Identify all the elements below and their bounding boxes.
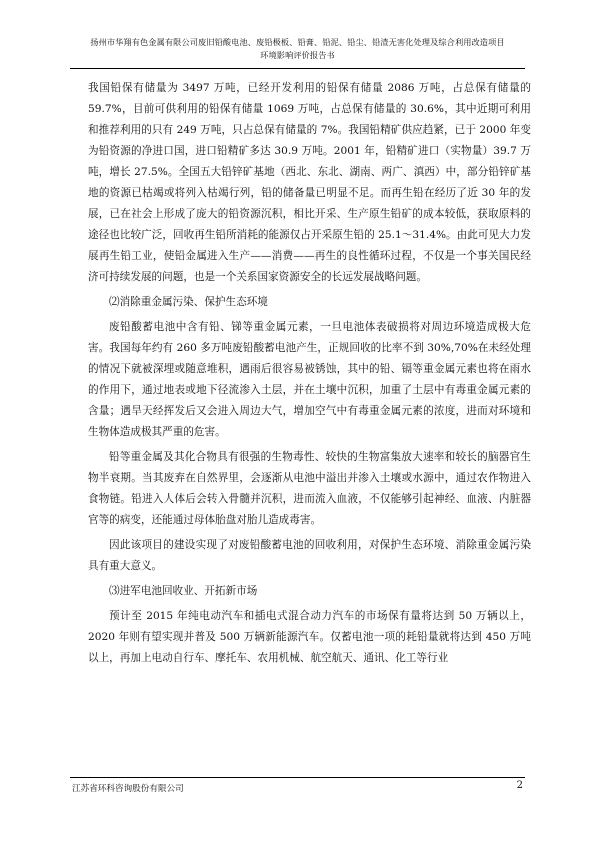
page-header xyxy=(72,36,523,62)
paragraph-lead-reserves: 我国铅保有储量为 3497 万吨，已经开发利用的铅保有储量 2086 万吨，占总保有储量的 59.7%，目前可供利用的铅保有储量 1069 万吨，占总保有储量的 30.6%，其中近期可利用和推荐利用的只有 249 万吨，只占总保有储量的 7%。我国铅精矿供应趋紧，已于 2000 年变为铅资源的净进口国，进口铅精矿多达 30.9 万吨。2001 年，铅精矿进口（实物量）39.7 万吨，增长 27.5%。全国五大铅锌矿基地（西北、东北、湖南、两广、滇西）中，部分铅锌矿基地的资源已枯竭或将列入枯竭行列，铅的储备量已明显不足。而再生铅在经历了近 30 年的发展，已在社会上形成了庞大的铅资源沉积，相比开采、生产原生铅矿的成本较低，获取原料的途径也比较广泛，回收再生铅所消耗的能源仅占开采原生铅的 25.1～31.4%。由此可见大力发展再生铅工业，使铅金属进入生产——消费——再生的良性循环过程，不仅是一个事关国民经济可持续发展的问题，也是一个关系国家资源安全的长远发展战略问题。 xyxy=(88,82,531,283)
paragraph-toxicity: 铅等重金属及其化合物具有很强的生物毒性、较快的生物富集放大速率和较长的脑器官生物半衰期。当其废弃在自然界里，会逐渐从电池中溢出并渗入土壤或水源中，通过农作物进入食物链。铅进入人体后会转入骨髓并沉积，进而流入血液，不仅能够引起神经、血液、内脏器官等的病变，还能通过母体胎盘对胎儿造成毒害。 xyxy=(88,451,531,526)
section-heading-pollution: ⑵消除重金属污染、保护生态环境 xyxy=(109,296,268,308)
section-heading-market: ⑶进军电池回收业、开拓新市场 xyxy=(109,585,258,597)
header-divider xyxy=(70,68,525,69)
footer-divider xyxy=(70,777,525,778)
paragraph-significance: 因此该项目的建设实现了对废铅酸蓄电池的回收利用，对保护生态环境、消除重金属污染具有重大意义。 xyxy=(88,539,531,572)
paragraph-battery-hazard: 废铅酸蓄电池中含有铅、锑等重金属元素，一旦电池体表破损将对周边环境造成极大危害。我国每年约有 260 多万吨废铅酸蓄电池产生，正规回收的比率不到 30%,70%在未经处理的情况下就被深埋或随意堆积，遇雨后很容易被锈蚀，其中的铅、镉等重金属元素也将在雨水的作用下，通过地表或地下径流渗入土层，并在土壤中沉积，加重了土层中有毒重金属元素的含量；遇旱天经挥发后又会进入周边大气，增加空气中有毒重金属元素的浓度，进而对环境和生物体造成极其严重的危害。 xyxy=(88,321,531,438)
page-number: 2 xyxy=(516,780,523,791)
document-body xyxy=(88,78,531,673)
paragraph-market-forecast: 预计至 2015 年纯电动汽车和插电式混合动力汽车的市场保有量将达到 50 万辆以上，2020 年则有望实现并普及 500 万辆新能源汽车。仅蓄电池一项的耗铅量就将达到 450 万吨以上，再加上电动自行车、摩托车、农用机械、航空航天、通讯、化工等行业 xyxy=(88,610,531,664)
header-title-line1: 扬州市华翔有色金属有限公司废旧铅酸电池、废铅极板、铅膏、铅泥、铅尘、铅渣无害化处理及综合利用改造项目 xyxy=(90,37,505,47)
header-title-line2: 环境影响评价报告书 xyxy=(260,50,335,60)
footer-company: 江苏省环科咨询股份有限公司 xyxy=(72,784,184,794)
